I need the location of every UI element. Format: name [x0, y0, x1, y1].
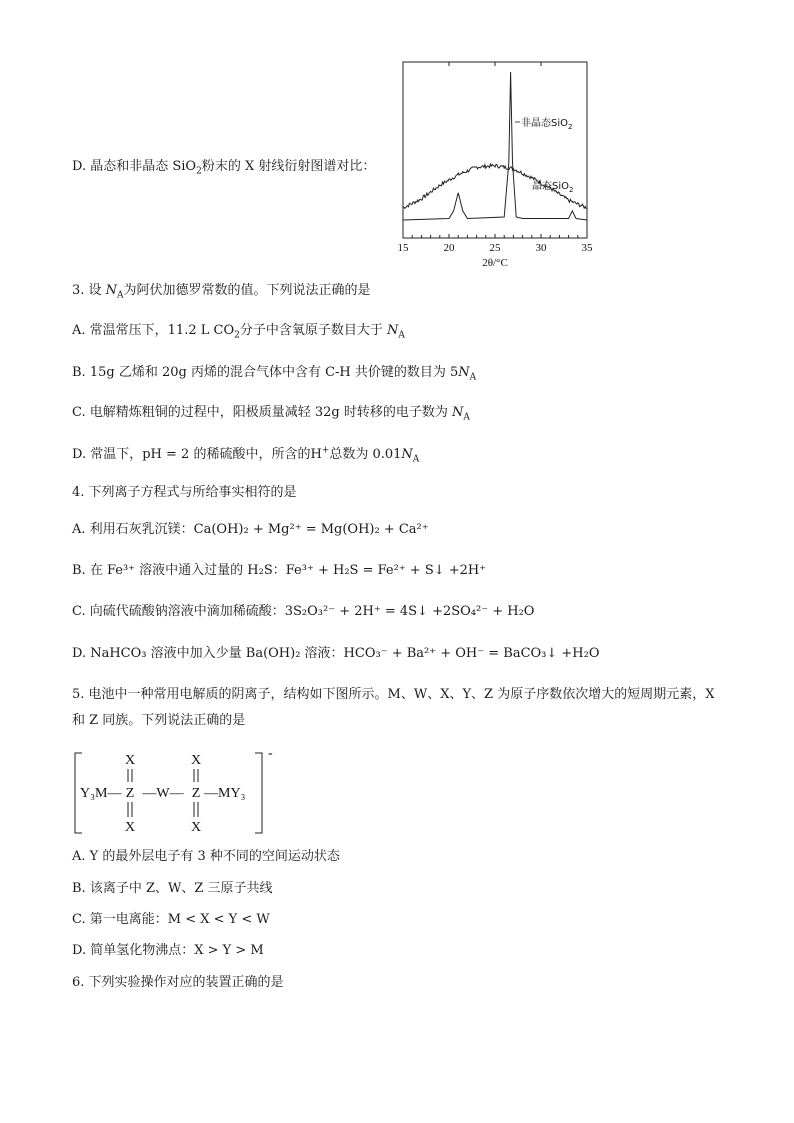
q2-option-d: D. 晶态和非晶态 SiO$_2$粉末的 X 射线衍射图谱对比：: [72, 159, 376, 177]
x-tick-label: 20: [443, 242, 455, 254]
q4-option-a: A. 利用石灰乳沉镁：Ca(OH)₂ + Mg²⁺ = Mg(OH)₂ + Ca²⁺: [72, 522, 429, 537]
x-tick-label: 30: [535, 242, 547, 254]
q5-stem: 5. 电池中一种常用电解质的阴离子，结构如下图所示。M、W、X、Y、Z 为原子序数依次增大的短周期元素，X 和 Z 同族。下列说法正确的是: [72, 687, 715, 728]
group-y3m: Y₃M—: [80, 786, 122, 801]
q3-option-b: B. 15g 乙烯和 20g 丙烯的混合气体中含有 C-H 共价键的数目为 $5N_A$: [72, 365, 477, 383]
atom-x-bottom-1: X: [124, 820, 136, 835]
charge-label: -: [268, 746, 273, 761]
atom-w: —W—: [142, 786, 184, 801]
q3-option-c: C. 电解精炼粗铜的过程中，阳极质量减轻 32g 时转移的电子数为 $N_A$: [72, 405, 470, 423]
q4-option-c: C. 向硫代硫酸钠溶液中滴加稀硫酸：3S₂O₃²⁻ + 2H⁺ = 4S↓ +2SO₄²⁻ + H₂O: [72, 604, 535, 619]
x-axis-label: 2θ/°C: [482, 257, 508, 269]
label-crystalline: 晶态SiO$_2$: [532, 181, 574, 194]
x-tick-label: 25: [489, 242, 501, 254]
x-tick-label: 15: [397, 242, 409, 254]
x-ticks: [398, 62, 594, 254]
q3-stem: 3. 设 $N_A$为阿伏加德罗常数的值。下列说法正确的是: [72, 283, 371, 301]
q4-option-d: D. NaHCO₃ 溶液中加入少量 Ba(OH)₂ 溶液：HCO₃⁻ + Ba²⁺ + OH⁻ = BaCO₃↓ +H₂O: [72, 646, 600, 661]
q5-option-a: A. Y 的最外层电子有 3 种不同的空间运动状态: [72, 849, 340, 864]
anion-structure: [72, 745, 282, 840]
right-bracket: [255, 753, 262, 833]
q3-option-a: A. 常温常压下，11.2 L $CO_2$分子中含氧原子数目大于 $N_A$: [72, 323, 405, 341]
q4-stem: 4. 下列离子方程式与所给事实相符的是: [72, 485, 297, 500]
atom-x-top-1: X: [124, 753, 136, 768]
group-my3: —MY₃: [204, 786, 246, 801]
atom-x-top-2: X: [190, 753, 202, 768]
plot-frame: [403, 62, 587, 238]
q6-stem: 6. 下列实验操作对应的装置正确的是: [72, 975, 284, 990]
atom-x-bottom-2: X: [190, 820, 202, 835]
q5-option-c: C. 第一电离能：M < X < Y < W: [72, 912, 270, 927]
label-amorphous: 非晶态SiO$_2$: [521, 118, 573, 131]
q5-option-d: D. 简单氢化物沸点：X > Y > M: [72, 943, 264, 958]
x-tick-label: 35: [581, 242, 593, 254]
q4-option-b: B. 在 Fe³⁺ 溶液中通入过量的 H₂S：Fe³⁺ + H₂S = Fe²⁺ + S↓ +2H⁺: [72, 563, 487, 578]
atom-z-1: Z: [125, 786, 135, 801]
q3-option-d: D. 常温下，pH = 2 的稀硫酸中，所含的H+总数为 $0.01N_A$: [72, 445, 420, 465]
atom-z-2: Z: [191, 786, 201, 801]
q5-option-b: B. 该离子中 Z、W、Z 三原子共线: [72, 881, 273, 896]
series-crystalline-line: [403, 72, 587, 220]
xrd-chart: [392, 58, 602, 270]
